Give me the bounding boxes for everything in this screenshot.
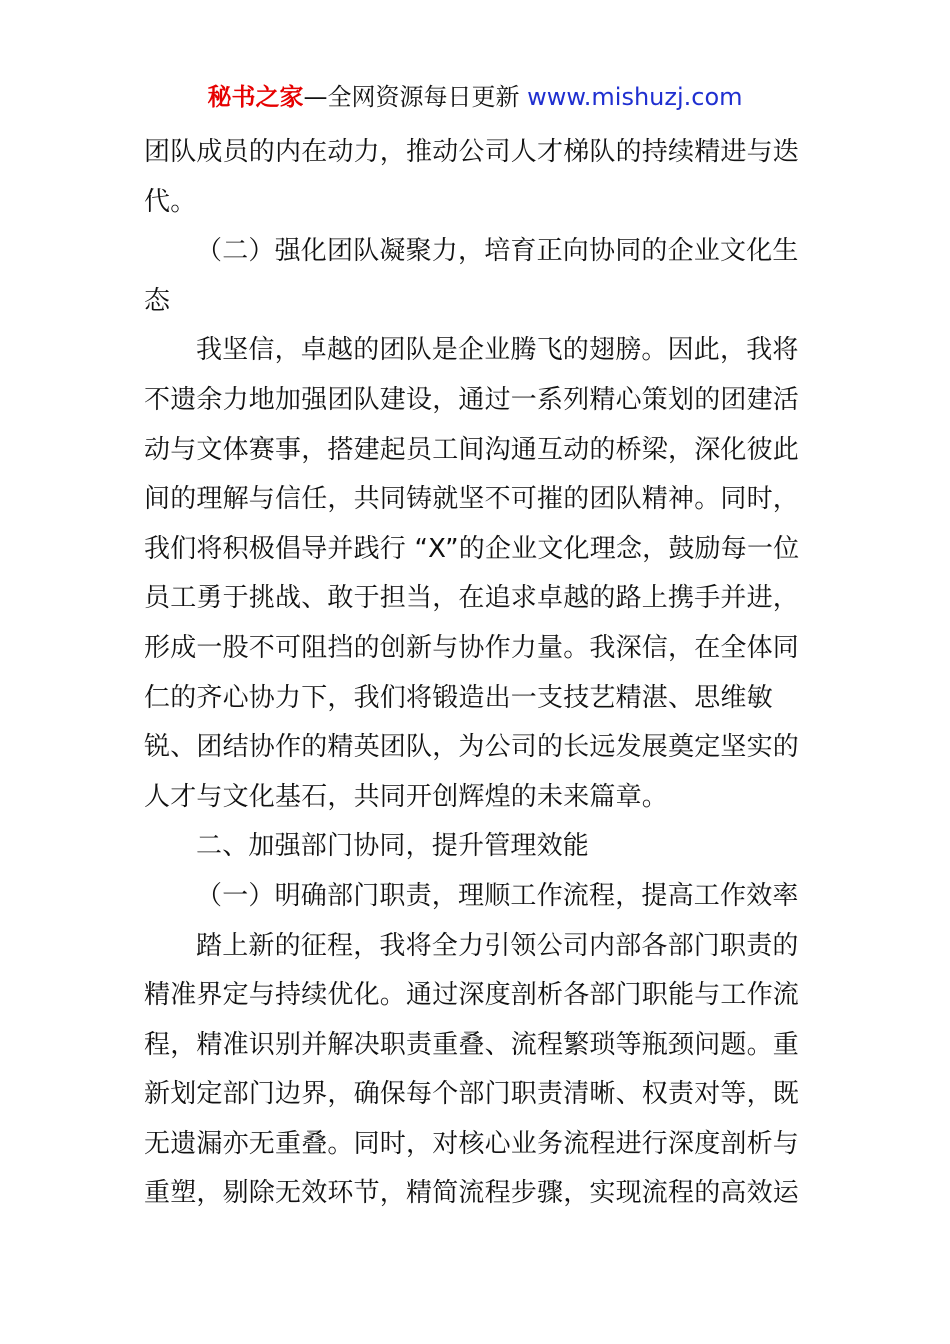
paragraph-start: 踏上新的征程，我将全力引领公司内部各部门职责的 [196,930,799,961]
text-line: 无遗漏亦无重叠。同时，对核心业务流程进行深度剖析与 [144,1128,800,1159]
subsection-heading: （二）强化团队凝聚力，培育正向协同的企业文化生 [196,236,799,267]
paragraph-start: 我坚信，卓越的团队是企业腾飞的翅膀。因此，我将 [196,335,799,366]
text-line: 新划定部门边界，确保每个部门职责清晰、权责对等，既 [144,1079,800,1110]
text-line: 动与文体赛事，搭建起员工间沟通互动的桥梁，深化彼此 [144,434,800,465]
text-line: 仁的齐心协力下，我们将锻造出一支技艺精湛、思维敏 [144,682,773,713]
text-line: 程，精准识别并解决职责重叠、流程繁琐等瓶颈问题。重 [144,1029,800,1060]
text-line: 团队成员的内在动力，推动公司人才梯队的持续精进与迭 [144,137,800,167]
site-brand: 秘书之家 [207,83,304,111]
document-body [0,128,950,1219]
text-line: 重塑，剔除无效环节，精简流程步骤，实现流程的高效运 [144,1178,800,1209]
text-line: 间的理解与信任，共同铸就坚不可摧的团队精神。同时， [144,484,800,515]
text-line: 员工勇于挑战、敢于担当，在追求卓越的路上携手并进， [144,583,800,614]
text-line: 我们将积极倡导并践行 “X”的企业文化理念，鼓励每一位 [144,533,800,564]
site-slogan: —全网资源每日更新 [303,83,528,111]
section-heading: 二、加强部门协同，提升管理效能 [196,831,590,862]
subsection-heading-cont: 态 [144,285,171,316]
text-line: 不遗余力地加强团队建设，通过一系列精心策划的团建活 [144,384,800,415]
text-line: 精准界定与持续优化。通过深度剖析各部门职能与工作流 [144,980,800,1011]
text-line: 锐、团结协作的精英团队，为公司的长远发展奠定坚实的 [144,732,800,763]
site-url[interactable]: www.mishuzj.com [527,83,743,111]
text-line: 人才与文化基石，共同开创辉煌的未来篇章。 [144,781,669,812]
site-header [0,80,950,114]
text-line: 代。 [144,186,197,217]
subsection-heading: （一）明确部门职责，理顺工作流程，提高工作效率 [196,880,799,911]
text-line: 形成一股不可阻挡的创新与协作力量。我深信，在全体同 [144,632,800,663]
